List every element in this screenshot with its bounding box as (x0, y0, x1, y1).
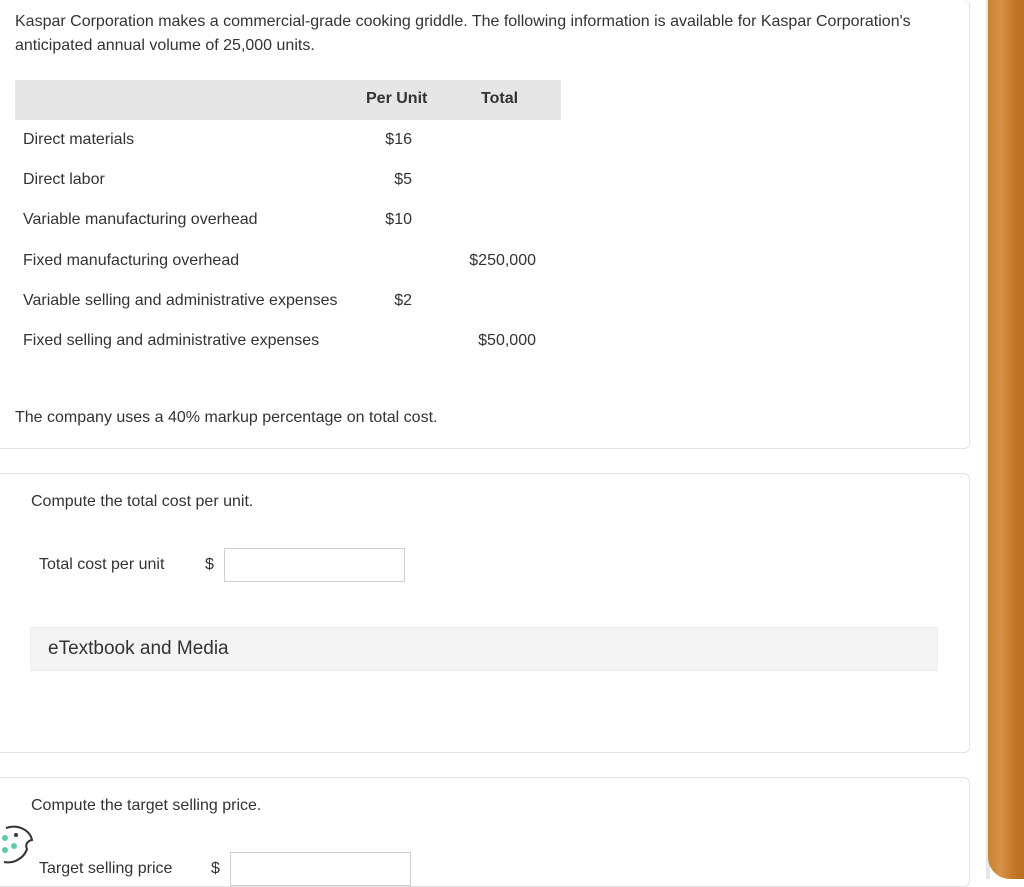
total-cost-label: Total cost per unit (39, 556, 165, 573)
cost-table-header (15, 80, 561, 120)
currency-symbol: $ (205, 556, 214, 573)
total-cost-input[interactable] (224, 548, 405, 582)
table-row-label: Fixed selling and administrative expenses (23, 332, 320, 349)
currency-symbol: $ (211, 860, 220, 877)
problem-panel (0, 0, 970, 449)
table-row-label: Fixed manufacturing overhead (23, 252, 240, 269)
markup-note: The company uses a 40% markup percentage on total cost. (15, 409, 438, 426)
desktop-background (988, 0, 1024, 879)
etextbook-media-button[interactable]: eTextbook and Media (30, 627, 938, 671)
table-row-total: $50,000 (478, 332, 536, 349)
selling-price-label: Target selling price (39, 860, 173, 877)
table-row-total: $250,000 (469, 252, 536, 269)
table-row-per-unit: $16 (385, 131, 412, 148)
table-row-label: Direct materials (23, 131, 135, 148)
table-row-per-unit: $5 (394, 171, 412, 188)
total-header: Total (481, 90, 519, 107)
per-unit-header: Per Unit (366, 90, 428, 107)
cookie-icon[interactable] (0, 824, 36, 866)
table-row-per-unit: $2 (394, 292, 412, 309)
question-panel-total-cost (0, 473, 970, 753)
question-prompt-selling-price: Compute the target selling price. (31, 797, 262, 814)
problem-intro: Kaspar Corporation makes a commercial-grade cooking griddle. The following information is available for Kaspar Corporation's anticipated annual volume of 25,000 units. (15, 13, 911, 54)
table-row-label: Direct labor (23, 171, 105, 188)
table-row-label: Variable selling and administrative expenses (23, 292, 338, 309)
selling-price-input[interactable] (230, 852, 411, 886)
question-prompt-total-cost: Compute the total cost per unit. (31, 493, 254, 510)
table-row-per-unit: $10 (385, 211, 412, 228)
table-row-label: Variable manufacturing overhead (23, 211, 258, 228)
